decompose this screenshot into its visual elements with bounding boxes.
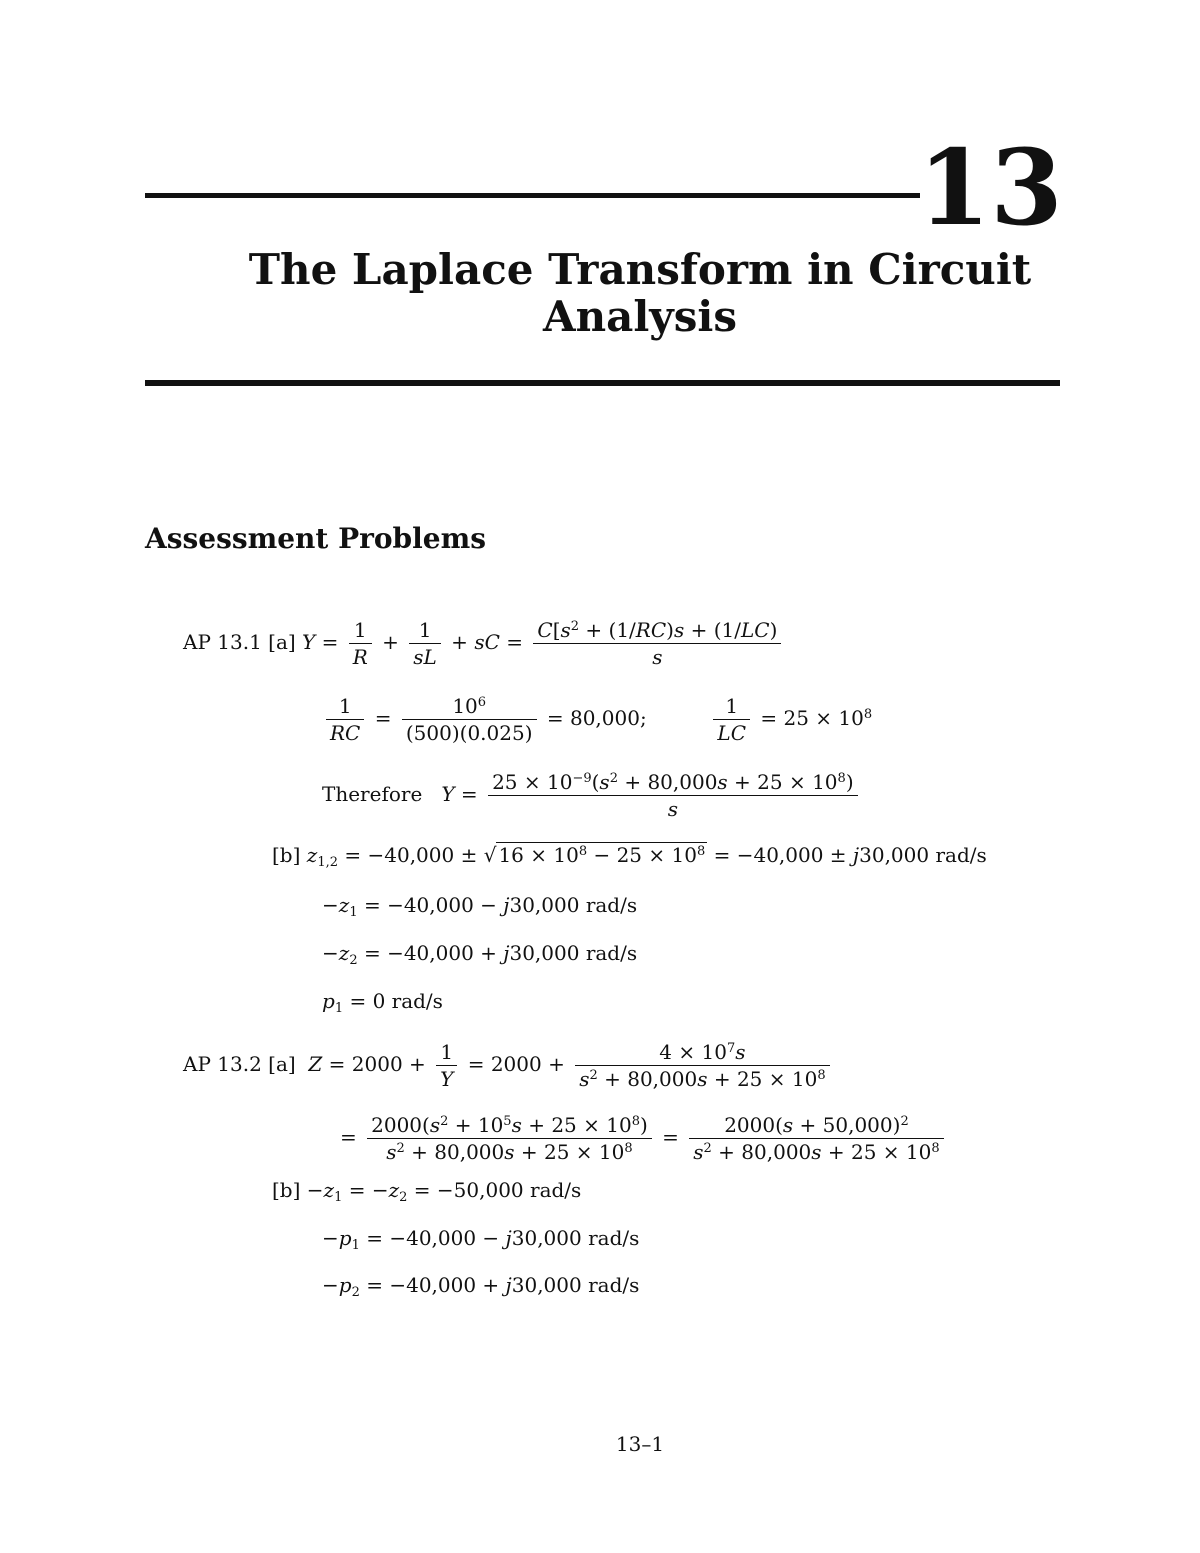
equation-ap13-1-z1: $-z_1 = -40,000 - j30,000$ rad/s — [322, 893, 638, 920]
part-label: [a] — [268, 1052, 296, 1076]
equation-ap13-1-therefore: Therefore Y = $\frac{25 \times 10^{-9}(s^2 + 80,000s + 25 \times 10^8)}{s}$ — [322, 772, 862, 819]
equation-ap13-1-b: [b] $z_{1,2} = -40,000$ ± √ $16 \times 10^8 - 25 \times 10^8 = -40,000 \pm j30,000$ rad/s — [272, 843, 987, 870]
equation-ap13-2-a: AP 13.2 [a] Z = 2000 + $\frac{1}{Y}$ = 2000 + $\frac{4 \times 10^7s}{s^2 + 80,000s + 25 \times 10^8}$ — [183, 1042, 834, 1089]
page-number: 13–1 — [615, 1432, 665, 1456]
chapter-bottom-rule — [145, 380, 1060, 386]
part-label: [a] — [268, 630, 296, 654]
part-label: [b] — [272, 843, 301, 867]
equation-ap13-2-p1: $-p_1 = -40,000 - j30,000$ rad/s — [322, 1226, 640, 1253]
chapter-top-rule — [145, 193, 920, 198]
section-heading: Assessment Problems — [145, 522, 486, 555]
equation-ap13-2-b: $[b] -z_1 = -z_2 = -50,000$ rad/s — [272, 1178, 582, 1205]
equation-ap13-1-a: AP 13.1 [a] Y = $\frac{1}{R}$ + $\frac{1}{sL}$ + sC = $\frac{C[s^2 + (1/RC)s + (1/LC)}{s}$ — [183, 620, 785, 667]
problem-label: AP 13.1 — [183, 630, 262, 654]
chapter-title-line-1: The Laplace Transform in Circuit — [248, 245, 1032, 294]
problem-label: AP 13.2 — [183, 1052, 262, 1076]
chapter-title — [200, 246, 1080, 340]
equation-ap13-2-p2: $-p_2 = -40,000 + j30,000$ rad/s — [322, 1273, 640, 1300]
equation-ap13-1-values: $\frac{1}{RC}$ = $\frac{10^6}{(500)(0.025)}$ = 80,000; $\frac{1}{LC}$ = $25 \times 10^8$ — [322, 696, 872, 743]
equation-ap13-2-simplified: = $\frac{2000(s^2 + 10^5s + 25 \times 10^8)}{s^2 + 80,000s + 25 \times 10^8}$ = $\frac{2000(s + 50,000)^2}{s^2 + 80,000s + 25 \times 10^8}$ — [340, 1115, 948, 1162]
equation-ap13-1-p1: $p_1 = 0$ rad/s — [322, 989, 443, 1016]
chapter-title-line-2: Analysis — [543, 292, 737, 342]
chapter-number: 13 — [918, 126, 1063, 249]
part-label: [b] — [272, 1178, 301, 1202]
equation-ap13-1-z2: $-z_2 = -40,000 + j30,000$ rad/s — [322, 941, 638, 968]
